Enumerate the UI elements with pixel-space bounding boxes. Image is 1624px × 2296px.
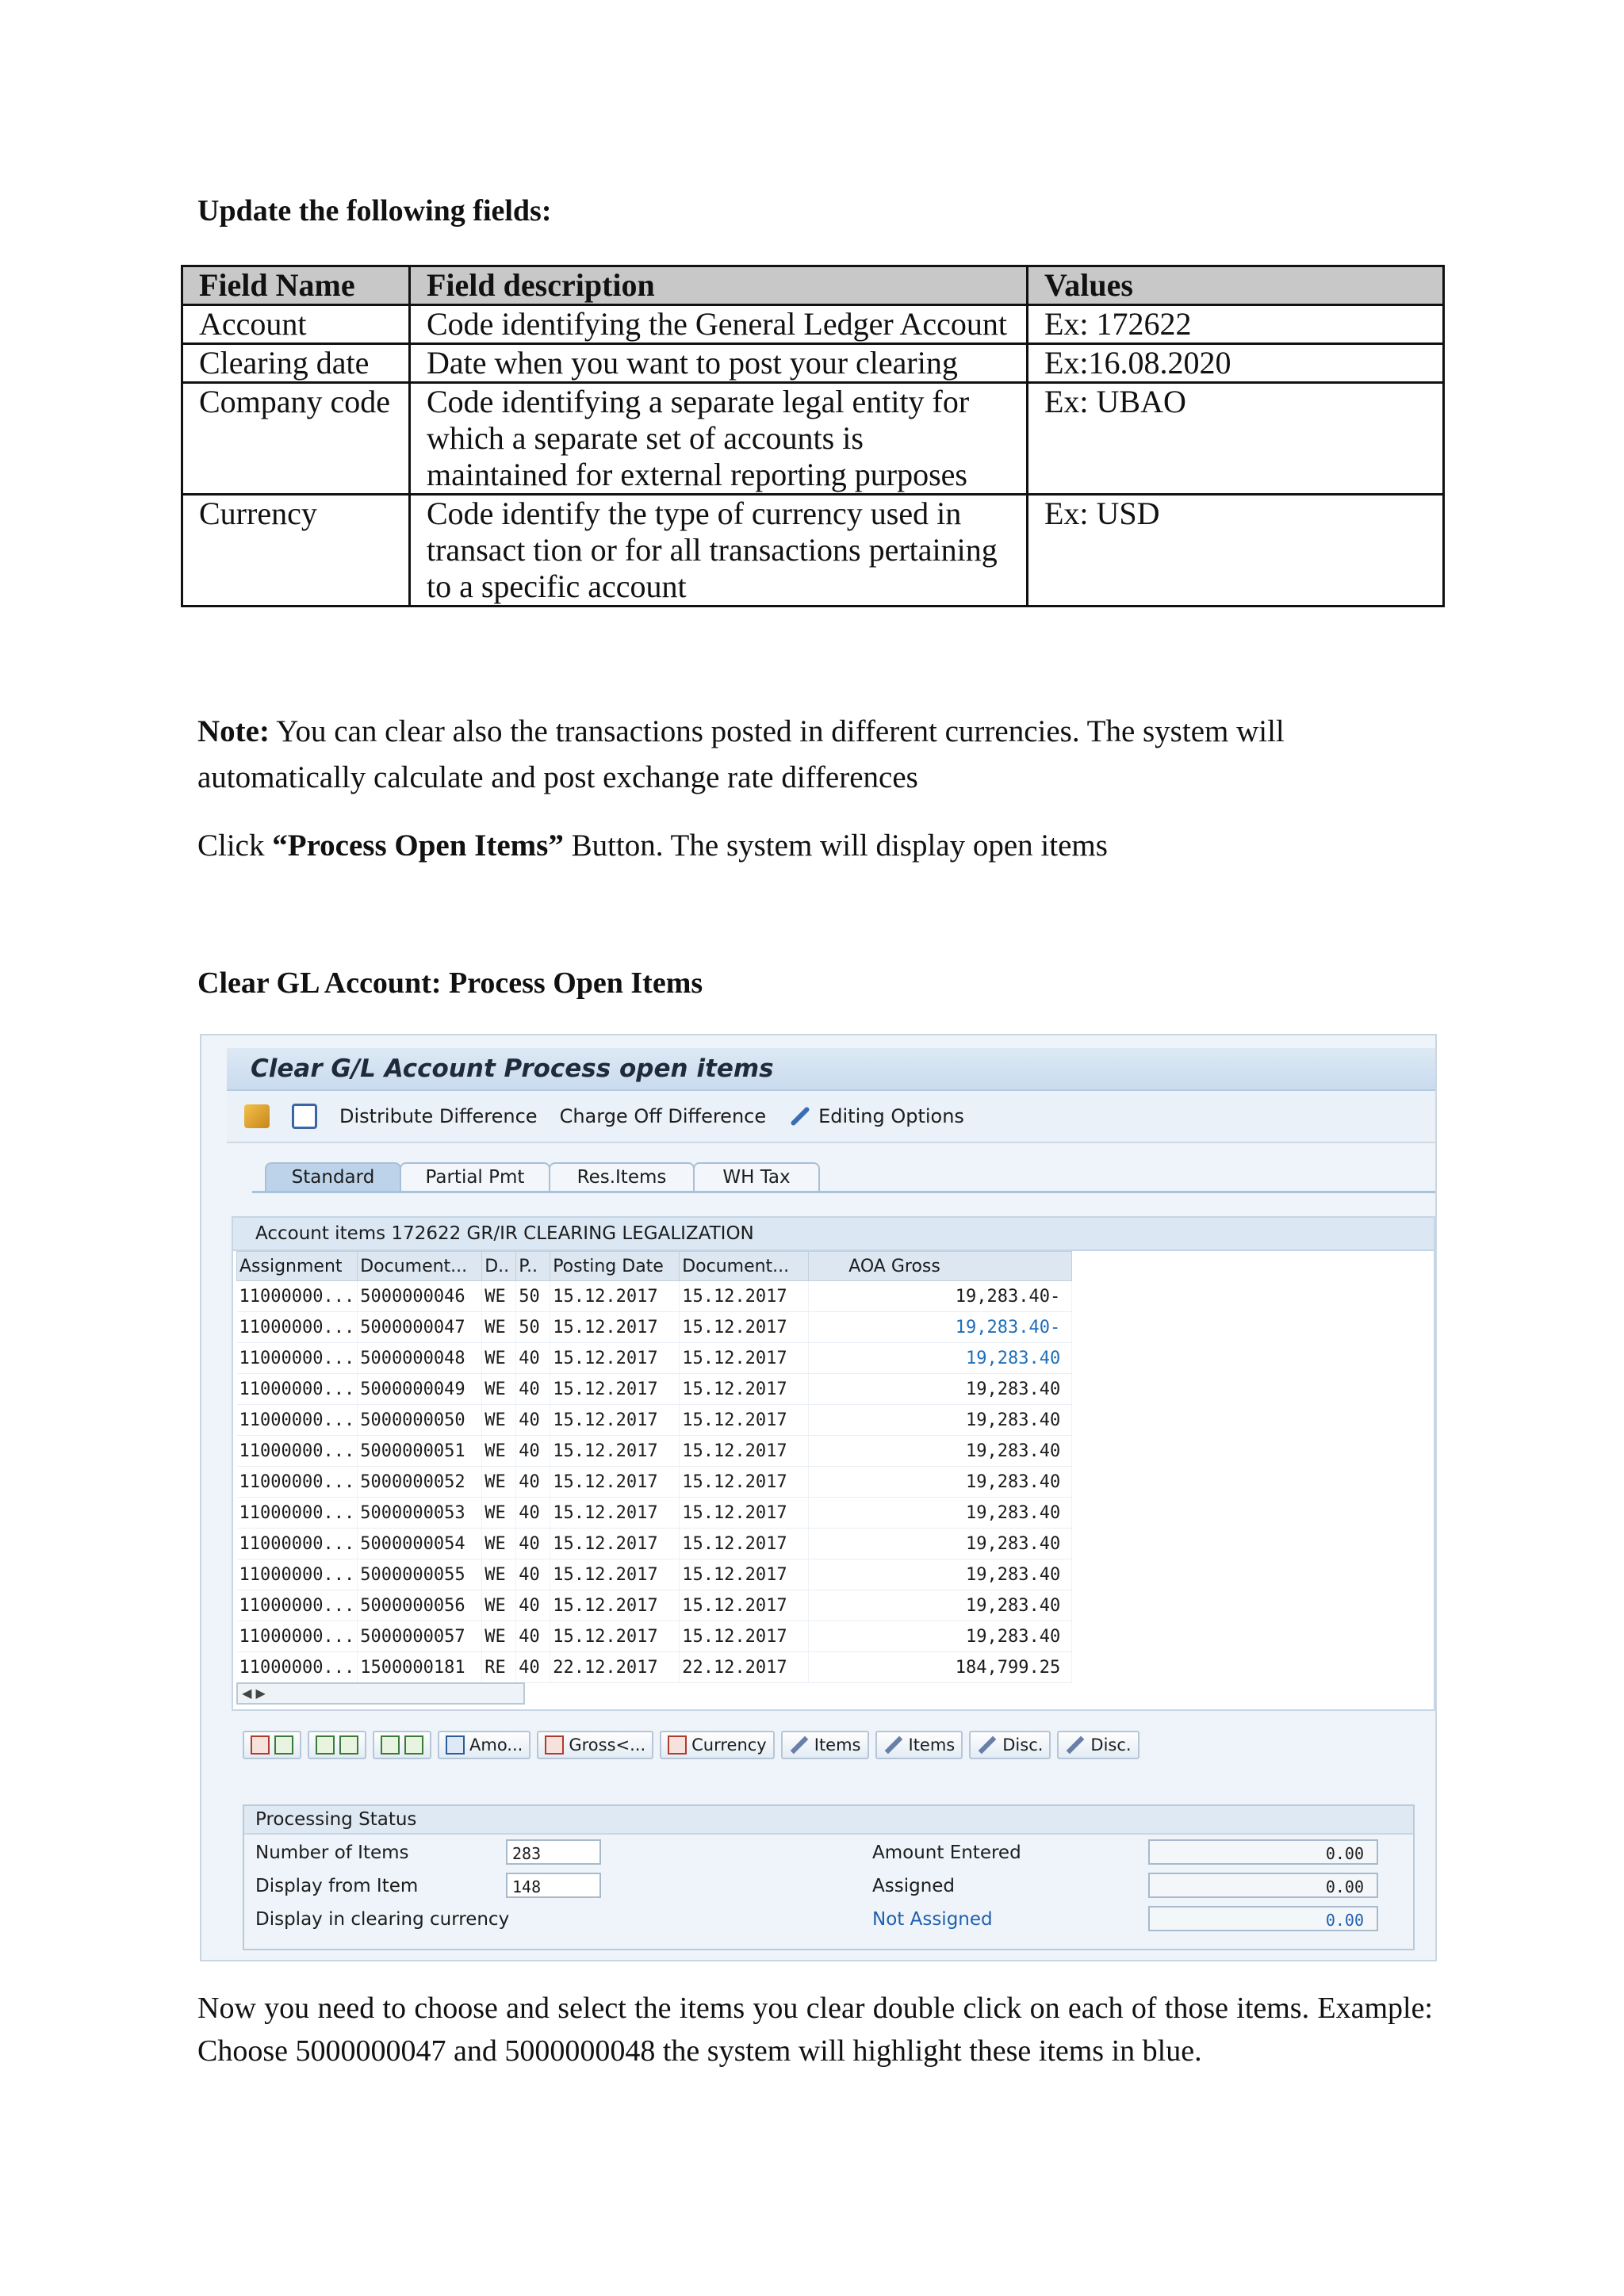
items-button-1-label: Items [814,1735,861,1755]
document-date-cell: 15.12.2017 [680,1312,809,1343]
gross-amount-cell: 19,283.40- [809,1312,1072,1343]
gross-amount-cell: 19,283.40 [809,1343,1072,1374]
tab-wh-tax[interactable]: WH Tax [693,1162,820,1191]
sort-filter-button[interactable] [373,1731,431,1759]
select-icon [251,1735,270,1755]
gross-amount-cell: 19,283.40 [809,1405,1072,1436]
doc-type-cell: WE [482,1590,516,1621]
posting-key-cell: 40 [516,1405,550,1436]
charge-off-difference-button[interactable]: Charge Off Difference [559,1105,767,1127]
note-label: Note: [197,714,270,748]
document-date-cell: 15.12.2017 [680,1436,809,1467]
posting-key-cell: 50 [516,1281,550,1312]
doc-type-cell: WE [482,1405,516,1436]
assignment-cell: 11000000... [237,1343,358,1374]
table-row[interactable] [237,1621,1072,1652]
document-date-cell: 15.12.2017 [680,1590,809,1621]
posting-date-cell: 15.12.2017 [550,1405,680,1436]
document-date-cell: 15.12.2017 [680,1374,809,1405]
note-paragraph [197,709,1434,801]
document-cell: 5000000048 [358,1343,482,1374]
posting-date-cell: 15.12.2017 [550,1590,680,1621]
activate-items-button[interactable] [308,1731,366,1759]
document-cell: 1500000181 [358,1652,482,1683]
tab-strip [252,1158,1435,1193]
open-items-table [236,1251,1072,1683]
click-prefix: Click [197,828,273,863]
field-description-cell: Code identifying a separate legal entity for which a separate set of accounts is maintained for external reporting purposes [410,383,1028,495]
field-value-cell: Ex: UBAO [1028,383,1444,495]
document-date-cell: 15.12.2017 [680,1529,809,1559]
posting-date-cell: 15.12.2017 [550,1467,680,1498]
table-row[interactable] [237,1467,1072,1498]
posting-date-cell: 15.12.2017 [550,1559,680,1590]
assignment-cell: 11000000... [237,1467,358,1498]
gross-amount-cell: 19,283.40 [809,1529,1072,1559]
doc-type-cell: WE [482,1312,516,1343]
field-name-cell: Clearing date [182,344,410,383]
doc-type-cell: WE [482,1529,516,1559]
document-cell: 5000000057 [358,1621,482,1652]
activate-icon [316,1735,335,1755]
heading-clear-gl: Clear GL Account: Process Open Items [197,966,703,1000]
table-row[interactable] [237,1281,1072,1312]
posting-date-cell: 15.12.2017 [550,1621,680,1652]
document-cell: 5000000051 [358,1436,482,1467]
document-cell: 5000000046 [358,1281,482,1312]
deactivate-icon [339,1735,358,1755]
select-all-button[interactable] [243,1731,301,1759]
posting-date-cell: 15.12.2017 [550,1343,680,1374]
tab-partial-pmt[interactable]: Partial Pmt [400,1162,550,1191]
assignment-cell: 11000000... [237,1312,358,1343]
sap-screenshot [200,1034,1437,1961]
number-of-items-label: Number of Items [255,1843,409,1863]
wand-icon [790,1736,808,1755]
assignment-cell: 11000000... [237,1498,358,1529]
posting-date-cell: 15.12.2017 [550,1374,680,1405]
table-row [182,495,1444,607]
gross-amount-cell: 19,283.40 [809,1590,1072,1621]
col-assignment[interactable]: Assignment [237,1252,358,1281]
assignment-cell: 11000000... [237,1436,358,1467]
gross-amount-cell: 19,283.40 [809,1621,1072,1652]
assignment-cell: 11000000... [237,1652,358,1683]
table-row [182,305,1444,344]
document-cell: 5000000047 [358,1312,482,1343]
document-date-cell: 15.12.2017 [680,1621,809,1652]
table-row[interactable] [237,1405,1072,1436]
col-values: Values [1028,266,1444,305]
col-document[interactable]: Document... [358,1252,482,1281]
binoculars-icon [446,1735,465,1755]
doc-type-cell: WE [482,1498,516,1529]
field-description-cell: Code identify the type of currency used in transact tion or for all transactions pertaining to a specific account [410,495,1028,607]
processing-status-title: Processing Status [244,1806,1413,1835]
amount-entered-label: Amount Entered [872,1843,1021,1863]
table-row [182,344,1444,383]
posting-key-cell: 40 [516,1652,550,1683]
document-date-cell: 15.12.2017 [680,1281,809,1312]
gross-amount-cell: 184,799.25 [809,1652,1072,1683]
table-row[interactable] [237,1312,1072,1343]
posting-key-cell: 40 [516,1559,550,1590]
document-date-cell: 15.12.2017 [680,1498,809,1529]
sap-toolbar [227,1091,1435,1143]
doc-type-cell: WE [482,1281,516,1312]
field-name-cell: Company code [182,383,410,495]
calculator-icon [545,1735,564,1755]
document-cell: 5000000054 [358,1529,482,1559]
items-button-2[interactable] [875,1731,963,1759]
gross-button-label: Gross<... [569,1735,646,1755]
assignment-cell: 11000000... [237,1405,358,1436]
posting-key-cell: 40 [516,1436,550,1467]
posting-key-cell: 40 [516,1529,550,1559]
items-button-1[interactable] [781,1731,869,1759]
field-description-cell: Code identifying the General Ledger Account [410,305,1028,344]
assignment-cell: 11000000... [237,1559,358,1590]
action-button-row [243,1728,1435,1762]
pencil-icon [790,1106,810,1126]
account-items-panel [232,1216,1435,1711]
col-doc-type[interactable]: D.. [482,1252,516,1281]
tab-standard[interactable]: Standard [265,1162,401,1191]
posting-key-cell: 40 [516,1467,550,1498]
col-aoa-gross[interactable]: AOA Gross [809,1252,1072,1281]
items-button-2-label: Items [908,1735,956,1755]
wand-icon [979,1736,997,1755]
editing-options-button[interactable] [788,1105,964,1127]
fields-table [181,265,1445,607]
document-date-cell: 15.12.2017 [680,1559,809,1590]
sort-icon [381,1735,400,1755]
doc-type-cell: WE [482,1436,516,1467]
editing-options-label: Editing Options [818,1105,964,1127]
select-block-icon [274,1735,293,1755]
tab-res-items[interactable]: Res.Items [549,1162,695,1191]
horizontal-scrollbar[interactable]: ◀ ▶ [236,1682,525,1705]
col-field-name: Field Name [182,266,410,305]
amount-entered-field: 0.00 [1148,1839,1378,1865]
disc-button-1-label: Disc. [1002,1735,1044,1755]
field-name-cell: Currency [182,495,410,607]
col-document-date[interactable]: Document... [680,1252,809,1281]
assignment-cell: 11000000... [237,1281,358,1312]
document-cell: 5000000052 [358,1467,482,1498]
document-date-cell: 15.12.2017 [680,1405,809,1436]
table-row[interactable] [237,1374,1072,1405]
col-posting-key[interactable]: P.. [516,1252,550,1281]
gross-amount-cell: 19,283.40- [809,1281,1072,1312]
find-amount-button[interactable] [438,1731,530,1759]
final-instruction-paragraph: Now you need to choose and select the items you clear double click on each of those items. Example: Choose 5000000047 and 5000000048 the system will highlight these items in blue. [197,1992,1433,2068]
field-value-cell: Ex: 172622 [1028,305,1444,344]
edit-document-icon[interactable] [292,1104,317,1129]
disc-button-2-label: Disc. [1090,1735,1132,1755]
posting-key-cell: 40 [516,1498,550,1529]
doc-type-cell: RE [482,1652,516,1683]
gross-amount-cell: 19,283.40 [809,1436,1072,1467]
filter-icon [404,1735,423,1755]
table-row[interactable] [237,1590,1072,1621]
table-row[interactable] [237,1559,1072,1590]
posting-date-cell: 15.12.2017 [550,1436,680,1467]
note-text: You can clear also the transactions posted in different currencies. The system will automatically calculate and post exchange rate differences [197,714,1285,794]
document-cell: 5000000056 [358,1590,482,1621]
assignment-cell: 11000000... [237,1590,358,1621]
wand-icon [884,1736,902,1755]
gross-amount-cell: 19,283.40 [809,1374,1072,1405]
document-cell: 5000000049 [358,1374,482,1405]
gross-amount-cell: 19,283.40 [809,1559,1072,1590]
number-of-items-field: 283 [506,1839,601,1865]
field-value-cell: Ex: USD [1028,495,1444,607]
amount-button-label: Amo... [469,1735,523,1755]
table-row[interactable] [237,1529,1072,1559]
currency-icon [668,1735,687,1755]
currency-button-label: Currency [691,1735,767,1755]
gross-button[interactable] [537,1731,653,1759]
table-row[interactable] [237,1436,1072,1467]
doc-type-cell: WE [482,1343,516,1374]
display-in-clearing-currency-label[interactable]: Display in clearing currency [255,1909,510,1930]
click-suffix: Button. The system will display open items [563,828,1108,863]
doc-type-cell: WE [482,1559,516,1590]
assignment-cell: 11000000... [237,1374,358,1405]
doc-type-cell: WE [482,1621,516,1652]
fields-table-header [182,266,1444,305]
overview-icon[interactable] [244,1104,270,1128]
account-items-header: Account items 172622 GR/IR CLEARING LEGALIZATION [233,1218,1434,1251]
table-row[interactable] [237,1498,1072,1529]
posting-date-cell: 15.12.2017 [550,1498,680,1529]
document-date-cell: 22.12.2017 [680,1652,809,1683]
col-posting-date[interactable]: Posting Date [550,1252,680,1281]
sap-window-title: Clear G/L Account Process open items [227,1048,1435,1091]
doc-type-cell: WE [482,1467,516,1498]
assignment-cell: 11000000... [237,1621,358,1652]
field-description-cell: Date when you want to post your clearing [410,344,1028,383]
not-assigned-field: 0.00 [1148,1906,1378,1931]
processing-status-panel [243,1804,1415,1950]
table-row[interactable] [237,1343,1072,1374]
currency-button[interactable] [660,1731,775,1759]
click-button-name: “Process Open Items” [272,828,564,863]
doc-type-cell: WE [482,1374,516,1405]
display-from-item-input[interactable]: 148 [506,1873,601,1898]
posting-key-cell: 40 [516,1343,550,1374]
posting-key-cell: 40 [516,1590,550,1621]
posting-date-cell: 15.12.2017 [550,1529,680,1559]
disc-button-2[interactable] [1057,1731,1139,1759]
posting-date-cell: 15.12.2017 [550,1312,680,1343]
document-cell: 5000000055 [358,1559,482,1590]
document-date-cell: 15.12.2017 [680,1467,809,1498]
display-from-item-label: Display from Item [255,1876,419,1896]
assigned-field: 0.00 [1148,1873,1378,1898]
field-name-cell: Account [182,305,410,344]
assigned-label: Assigned [872,1876,956,1896]
col-field-description: Field description [410,266,1028,305]
posting-date-cell: 22.12.2017 [550,1652,680,1683]
assignment-cell: 11000000... [237,1529,358,1559]
table-row [182,383,1444,495]
document-cell: 5000000050 [358,1405,482,1436]
gross-amount-cell: 19,283.40 [809,1467,1072,1498]
table-row[interactable] [237,1652,1072,1683]
posting-key-cell: 40 [516,1374,550,1405]
posting-key-cell: 50 [516,1312,550,1343]
wand-icon [1067,1736,1085,1755]
gross-amount-cell: 19,283.40 [809,1498,1072,1529]
distribute-difference-button[interactable]: Distribute Difference [339,1105,538,1127]
items-header-row [237,1252,1072,1281]
document-cell: 5000000053 [358,1498,482,1529]
posting-key-cell: 40 [516,1621,550,1652]
field-value-cell: Ex:16.08.2020 [1028,344,1444,383]
click-instruction [197,823,1434,869]
not-assigned-label: Not Assigned [872,1909,993,1930]
disc-button-1[interactable] [969,1731,1051,1759]
document-date-cell: 15.12.2017 [680,1343,809,1374]
heading-update-fields: Update the following fields: [197,194,552,228]
posting-date-cell: 15.12.2017 [550,1281,680,1312]
